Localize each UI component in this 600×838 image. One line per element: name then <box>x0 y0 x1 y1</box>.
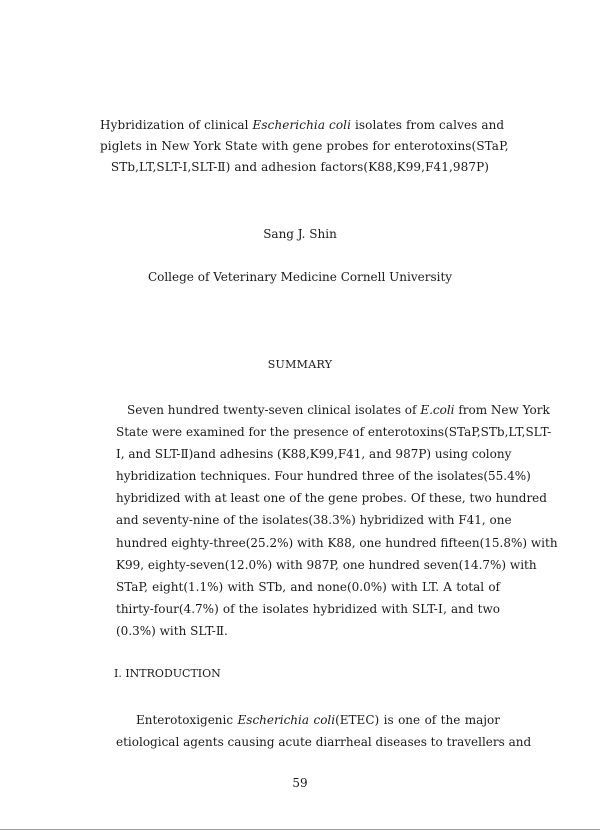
summary-line-6: and seventy-nine of the isolates(38.3%) hybridized with F41, one <box>116 513 512 528</box>
summary-line-11: (0.3%) with SLT-Ⅱ. <box>116 623 228 638</box>
summary-line-1 <box>116 399 550 421</box>
paper-title <box>100 115 509 178</box>
summary-text: Seven hundred twenty-seven clinical isolates of <box>127 403 417 417</box>
intro-line-1 <box>116 709 500 731</box>
summary-line-8: K99, eighty-seven(12.0%) with 987P, one hundred seven(14.7%) with <box>116 557 537 572</box>
title-species-italic: Escherichia coli <box>252 118 352 132</box>
summary-line-4: hybridization techniques. Four hundred three of the isolates(55.4%) <box>116 469 531 484</box>
title-line-3: STb,LT,SLT-Ⅰ,SLT-Ⅱ) and adhesion factors(K88,K99,F41,987P) <box>110 160 490 174</box>
summary-line-7: hundred eighty-three(25.2%) with K88, one hundred fifteen(15.8%) with <box>116 535 558 550</box>
summary-species-italic: E.coli <box>420 403 455 417</box>
author-affiliation: College of Veterinary Medicine Cornell University <box>147 270 453 284</box>
intro-species-italic: Escherichia coli <box>237 713 336 727</box>
summary-line-9: STaP, eight(1.1%) with STb, and none(0.0%) with LT. A total of <box>116 579 500 594</box>
intro-text: (ETEC) is one of the major <box>335 713 500 727</box>
author-name: Sang J. Shin <box>263 227 337 241</box>
introduction-paragraph <box>116 709 532 753</box>
section-heading-introduction: Ⅰ. INTRODUCTION <box>114 667 221 680</box>
summary-text: from New York <box>454 403 550 417</box>
summary-line-2: State were examined for the presence of enterotoxins(STaP,STb,LT,SLT- <box>116 425 552 440</box>
summary-heading: SUMMARY <box>267 358 333 371</box>
summary-paragraph <box>116 399 558 642</box>
intro-text: Enterotoxigenic <box>136 713 238 727</box>
page-bottom-rule <box>0 829 600 830</box>
title-line-1 <box>100 115 505 136</box>
summary-line-10: thirty-four(4.7%) of the isolates hybridized with SLT-Ⅰ, and two <box>116 601 500 616</box>
summary-line-5: hybridized with at least one of the gene probes. Of these, two hundred <box>116 491 547 506</box>
intro-line-2: etiological agents causing acute diarrheal diseases to travellers and <box>116 735 532 749</box>
title-line-2: piglets in New York State with gene probes for enterotoxins(STaP, <box>100 139 509 153</box>
title-text: Hybridization of clinical <box>100 118 253 132</box>
title-text: isolates from calves and <box>351 118 505 132</box>
summary-line-3: Ⅰ, and SLT-Ⅱ)and adhesins (K88,K99,F41, and 987P) using colony <box>116 447 512 462</box>
page-number: 59 <box>292 776 308 790</box>
